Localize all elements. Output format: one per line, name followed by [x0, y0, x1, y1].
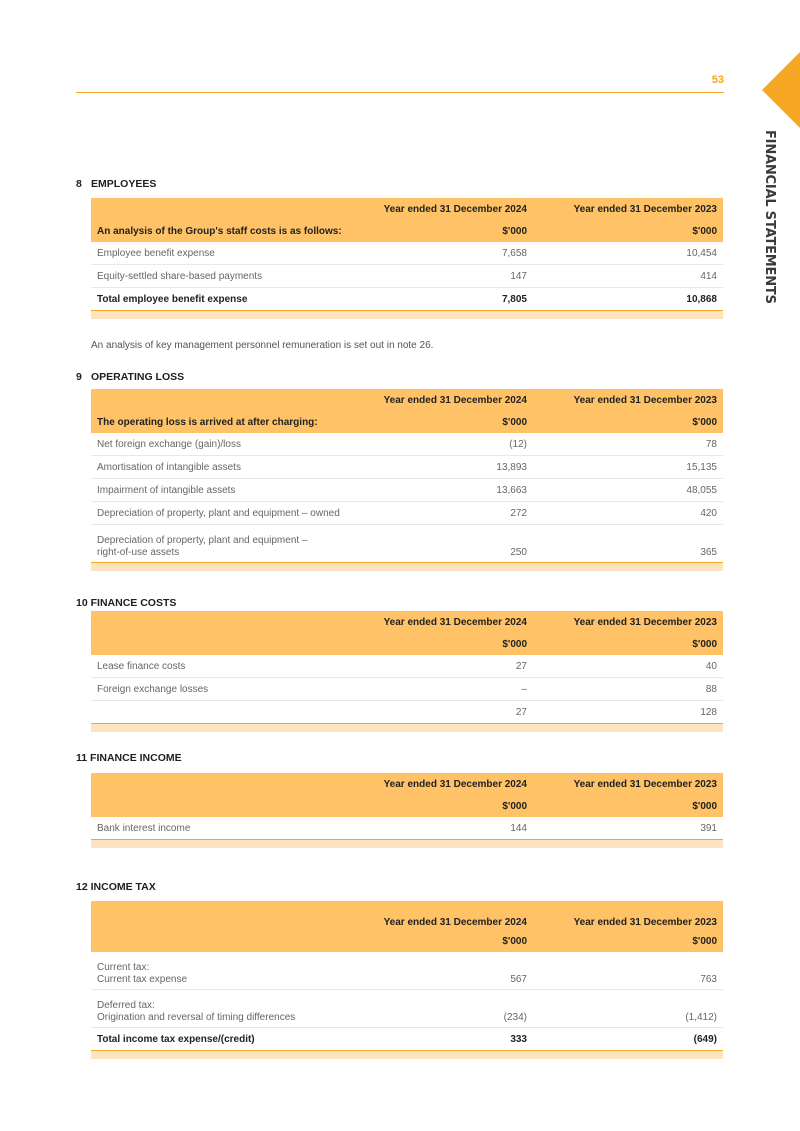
section-heading: 8 EMPLOYEES: [76, 178, 157, 190]
section-employees: [76, 177, 724, 319]
table-header-label: The operating loss is arrived at after charging:: [91, 411, 373, 433]
section-income-tax: [76, 880, 724, 1059]
table-row: Lease finance costs 27 40: [91, 655, 723, 678]
section-tab-icon: [762, 52, 800, 128]
total-row: Total employee benefit expense 7,805 10,868: [91, 288, 723, 311]
unit-label: $'000: [373, 220, 533, 242]
section-heading: 10 FINANCE COSTS: [76, 597, 177, 609]
section-finance-income: [76, 751, 724, 848]
total-row: Total income tax expense/(credit) 333 (649): [91, 1028, 723, 1051]
table-row: Bank interest income 144 391: [91, 817, 723, 840]
col-2023-header: Year ended 31 December 2023: [533, 198, 723, 220]
header-rule: [76, 92, 724, 93]
table-row: Deferred tax: Origination and reversal of timing differences (234) (1,412): [91, 990, 723, 1028]
finance-income-table: Year ended 31 December 2024 Year ended 31 December 2023 $'000 $'000 Bank interest income 144 391: [91, 773, 723, 848]
employees-note: An analysis of key management personnel remuneration is set out in note 26.: [91, 340, 434, 351]
table-row: Net foreign exchange (gain)/loss (12) 78: [91, 433, 723, 456]
section-finance-costs: [76, 596, 724, 732]
table-row: Depreciation of property, plant and equipment – right-of-use assets 250 365: [91, 525, 723, 563]
col-2024-header: Year ended 31 December 2024: [373, 198, 533, 220]
operating-loss-table: Year ended 31 December 2024 Year ended 31 December 2023 The operating loss is arrived at after charging: $'000 $'000 Net foreign exchange (gain)/loss (12) 78 Amortisation of intangible assets 13,893 15,135 Impairment of intangible assets 13,663 48,055 Depreciation of property, plant and equipment – owned 272 420 Depreciation of property, plant and equipment – right-of-use assets 250 365: [91, 389, 723, 571]
table-row: Depreciation of property, plant and equipment – owned 272 420: [91, 502, 723, 525]
table-row: Foreign exchange losses – 88: [91, 678, 723, 701]
table-row: Impairment of intangible assets 13,663 48,055: [91, 479, 723, 502]
unit-label: $'000: [533, 220, 723, 242]
employees-table: [91, 198, 723, 319]
income-tax-table: Year ended 31 December 2024 Year ended 31 December 2023 $'000 $'000 Current tax: Current tax expense 567 763 Deferred tax: Origination and reversal of timing differences (234) (1,412) Total income tax expense/(credit) 333 (649): [91, 901, 723, 1059]
table-row: Amortisation of intangible assets 13,893 15,135: [91, 456, 723, 479]
section-heading: 9 OPERATING LOSS: [76, 371, 185, 383]
table-header-label: An analysis of the Group's staff costs is as follows:: [91, 220, 373, 242]
table-row: Equity-settled share-based payments 147 414: [91, 265, 723, 288]
section-heading: 12 INCOME TAX: [76, 881, 156, 893]
total-row: 27 128: [91, 701, 723, 724]
page-number: 53: [711, 74, 724, 86]
finance-costs-table: Year ended 31 December 2024 Year ended 31 December 2023 $'000 $'000 Lease finance costs 27 40 Foreign exchange losses – 88 27 128: [91, 611, 723, 732]
section-heading: 11 FINANCE INCOME: [76, 752, 182, 764]
table-row: Employee benefit expense 7,658 10,454: [91, 242, 723, 265]
table-row: Current tax: Current tax expense 567 763: [91, 952, 723, 990]
side-section-title: FINANCIAL STATEMENTS: [762, 130, 777, 304]
section-operating-loss: [76, 370, 724, 571]
